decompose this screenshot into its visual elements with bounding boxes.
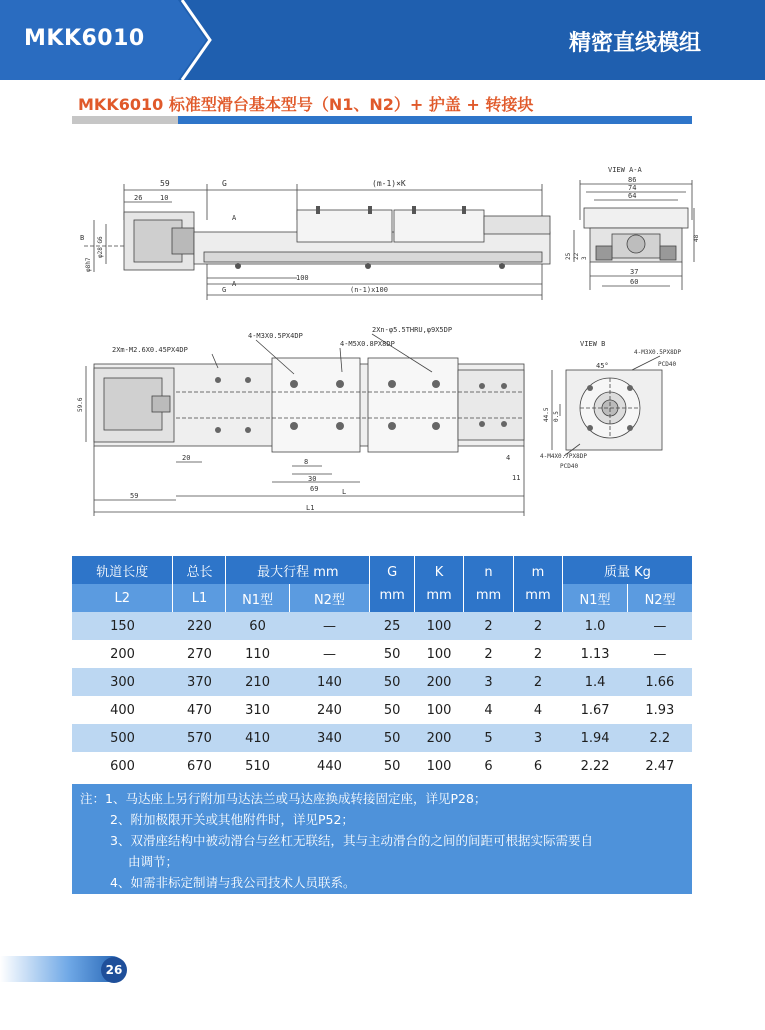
cell-l1: 470 [173, 696, 226, 724]
header-mass-n2: N2型 [628, 584, 692, 612]
view-b-drawing [540, 326, 700, 476]
cell-stroke-n1: 310 [226, 696, 289, 724]
cell-l2: 600 [72, 752, 173, 780]
spec-table [72, 556, 692, 780]
cell-m: 4 [513, 696, 562, 724]
cell-stroke-n1: 410 [226, 724, 289, 752]
table-row [72, 696, 692, 724]
dim-g-top: G [222, 179, 227, 188]
cell-k: 200 [415, 668, 464, 696]
cell-g: 50 [370, 752, 415, 780]
top-dim-8: 8 [304, 458, 309, 466]
cell-stroke-n1: 210 [226, 668, 289, 696]
cell-stroke-n2: — [289, 640, 370, 668]
cell-stroke-n1: 60 [226, 612, 289, 640]
header-g-unit: mm [379, 588, 405, 603]
note-line-1: 注：1、马达座上另行附加马达法兰或马达座换成转接固定座，详见P28； [80, 791, 487, 806]
view-b-445: 44.5 [543, 407, 550, 422]
note-line-3: 3、双滑座结构中被动滑台与丝杠无联结，其与主动滑台的之间的间距可根据实际需要自 [110, 833, 593, 848]
cell-mass-n2: — [628, 612, 692, 640]
table-row [72, 724, 692, 752]
notes-box [72, 784, 692, 894]
dim-100: 100 [296, 274, 309, 282]
cell-stroke-n2: 140 [289, 668, 370, 696]
top-dim-l: L [342, 488, 347, 496]
cell-l1: 270 [173, 640, 226, 668]
view-aa-22: 22 [573, 252, 580, 260]
view-aa-drawing [566, 160, 706, 300]
cell-stroke-n2: 240 [289, 696, 370, 724]
view-b-label: VIEW B [580, 340, 606, 348]
cell-mass-n1: 1.67 [562, 696, 627, 724]
header-mass-n1: N1型 [562, 584, 627, 612]
cell-m: 3 [513, 724, 562, 752]
top-dim-59: 59 [130, 492, 139, 500]
cell-mass-n1: 1.0 [562, 612, 627, 640]
cell-k: 100 [415, 696, 464, 724]
top-dim-596: 59.6 [77, 397, 84, 412]
top-note-m3: 4-M3X0.5PX4DP [248, 332, 303, 340]
view-b-note-m3: 4-M3X0.5PX8DP [634, 349, 681, 356]
cell-g: 50 [370, 696, 415, 724]
dim-10: 10 [160, 194, 169, 202]
cell-stroke-n1: 110 [226, 640, 289, 668]
header-n [464, 556, 514, 612]
cell-mass-n2: 1.66 [628, 668, 692, 696]
table-row [72, 668, 692, 696]
view-aa-label: VIEW A-A [608, 166, 642, 174]
top-dim-30: 30 [308, 475, 317, 483]
dim-n1x100: (n-1)x100 [350, 286, 388, 294]
top-note-xm: 2Xm-M2.6X0.45PX4DP [112, 346, 188, 354]
header-category: 精密直线模组 [568, 31, 701, 56]
cell-k: 200 [415, 724, 464, 752]
cell-l1: 370 [173, 668, 226, 696]
cell-stroke-n1: 510 [226, 752, 289, 780]
header-m [513, 556, 562, 612]
cell-n: 4 [464, 696, 514, 724]
table-header-row-1 [72, 556, 692, 584]
header-m-unit: mm [525, 588, 551, 603]
top-note-xn: 2Xn-φ5.5THRU,φ9X5DP [372, 326, 453, 334]
header-model: MKK6010 [24, 26, 145, 51]
page-number: 26 [101, 957, 127, 983]
cell-m: 2 [513, 612, 562, 640]
label-b: B [80, 234, 85, 242]
cell-m: 2 [513, 640, 562, 668]
table-row [72, 612, 692, 640]
header-total-length: 总长 [173, 556, 226, 584]
header-stroke-n2: N2型 [289, 584, 370, 612]
cell-k: 100 [415, 640, 464, 668]
cell-l2: 200 [72, 640, 173, 668]
cell-mass-n1: 1.4 [562, 668, 627, 696]
view-aa-64: 64 [628, 192, 637, 200]
view-aa-48: 48 [693, 234, 700, 242]
view-b-05: 0.5 [553, 411, 560, 422]
view-aa-86: 86 [628, 176, 637, 184]
header-l1: L1 [173, 584, 226, 612]
cell-mass-n1: 2.22 [562, 752, 627, 780]
cell-l2: 150 [72, 612, 173, 640]
dim-59: 59 [160, 179, 170, 188]
header-g-label: G [387, 565, 398, 580]
cell-mass-n1: 1.13 [562, 640, 627, 668]
cell-g: 50 [370, 668, 415, 696]
view-aa-3: 3 [581, 256, 588, 260]
cell-g: 25 [370, 612, 415, 640]
header-l2: L2 [72, 584, 173, 612]
cell-k: 100 [415, 612, 464, 640]
cell-l1: 220 [173, 612, 226, 640]
view-aa-37: 37 [630, 268, 639, 276]
table-row [72, 752, 692, 780]
dim-m1k: (m-1)×K [372, 179, 406, 188]
header-max-stroke: 最大行程 mm [226, 556, 370, 584]
header-track-length: 轨道长度 [72, 556, 173, 584]
top-dim-4: 4 [506, 454, 511, 462]
view-aa-60: 60 [630, 278, 639, 286]
top-dim-l1: L1 [306, 504, 315, 512]
dim-g-bottom: G [222, 286, 227, 294]
dim-phi8: φ8h7 [85, 257, 92, 272]
dim-phi28: φ28 G6 [97, 236, 104, 258]
cell-stroke-n2: 340 [289, 724, 370, 752]
table-row [72, 640, 692, 668]
header-k [415, 556, 464, 612]
title-underline-blue [178, 116, 692, 124]
note-line-5: 4、如需非标定制请与我公司技术人员联系。 [110, 875, 356, 890]
label-a-bottom: A [232, 280, 237, 288]
cell-mass-n2: — [628, 640, 692, 668]
cell-g: 50 [370, 724, 415, 752]
cell-m: 6 [513, 752, 562, 780]
side-view-drawing [72, 160, 572, 310]
top-dim-69: 69 [310, 485, 319, 493]
view-b-note-m4: 4-M4X0.7PX8DP [540, 453, 587, 460]
view-b-pcd-top: PCD40 [658, 361, 677, 368]
header-m-label: m [531, 565, 545, 580]
cell-l2: 500 [72, 724, 173, 752]
note-line-4: 由调节； [128, 854, 179, 869]
header-stroke-n1: N1型 [226, 584, 289, 612]
cell-n: 6 [464, 752, 514, 780]
header-n-unit: mm [475, 588, 502, 603]
header-n-label: n [484, 565, 493, 580]
view-b-angle: 45° [596, 362, 609, 370]
top-dim-20: 20 [182, 454, 191, 462]
cell-n: 3 [464, 668, 514, 696]
cell-stroke-n2: — [289, 612, 370, 640]
cell-mass-n2: 2.47 [628, 752, 692, 780]
view-aa-25: 25 [565, 252, 572, 260]
view-b-pcd-bottom: PCD40 [560, 463, 579, 470]
cell-mass-n2: 1.93 [628, 696, 692, 724]
cell-k: 100 [415, 752, 464, 780]
note-line-2: 2、附加极限开关或其他附件时，详见P52； [110, 812, 354, 827]
header-mass: 质量 Kg [562, 556, 692, 584]
cell-mass-n1: 1.94 [562, 724, 627, 752]
header-k-unit: mm [426, 588, 452, 603]
cell-l1: 670 [173, 752, 226, 780]
header-k-label: K [434, 565, 444, 580]
view-aa-74: 74 [628, 184, 637, 192]
cell-n: 2 [464, 612, 514, 640]
label-a-top: A [232, 214, 237, 222]
cell-mass-n2: 2.2 [628, 724, 692, 752]
cell-l1: 570 [173, 724, 226, 752]
dim-26: 26 [134, 194, 143, 202]
page-title: MKK6010 标准型滑台基本型号（N1、N2）+ 护盖 + 转接块 [78, 95, 534, 114]
title-underline-grey [72, 116, 178, 124]
cell-stroke-n2: 440 [289, 752, 370, 780]
cell-n: 5 [464, 724, 514, 752]
header-g [370, 556, 415, 612]
cell-m: 2 [513, 668, 562, 696]
cell-n: 2 [464, 640, 514, 668]
top-note-m5: 4-M5X0.8PX8DP [340, 340, 395, 348]
cell-l2: 300 [72, 668, 173, 696]
cell-g: 50 [370, 640, 415, 668]
top-dim-11: 11 [512, 474, 521, 482]
top-view-drawing [72, 326, 542, 522]
page-header [0, 0, 765, 80]
cell-l2: 400 [72, 696, 173, 724]
